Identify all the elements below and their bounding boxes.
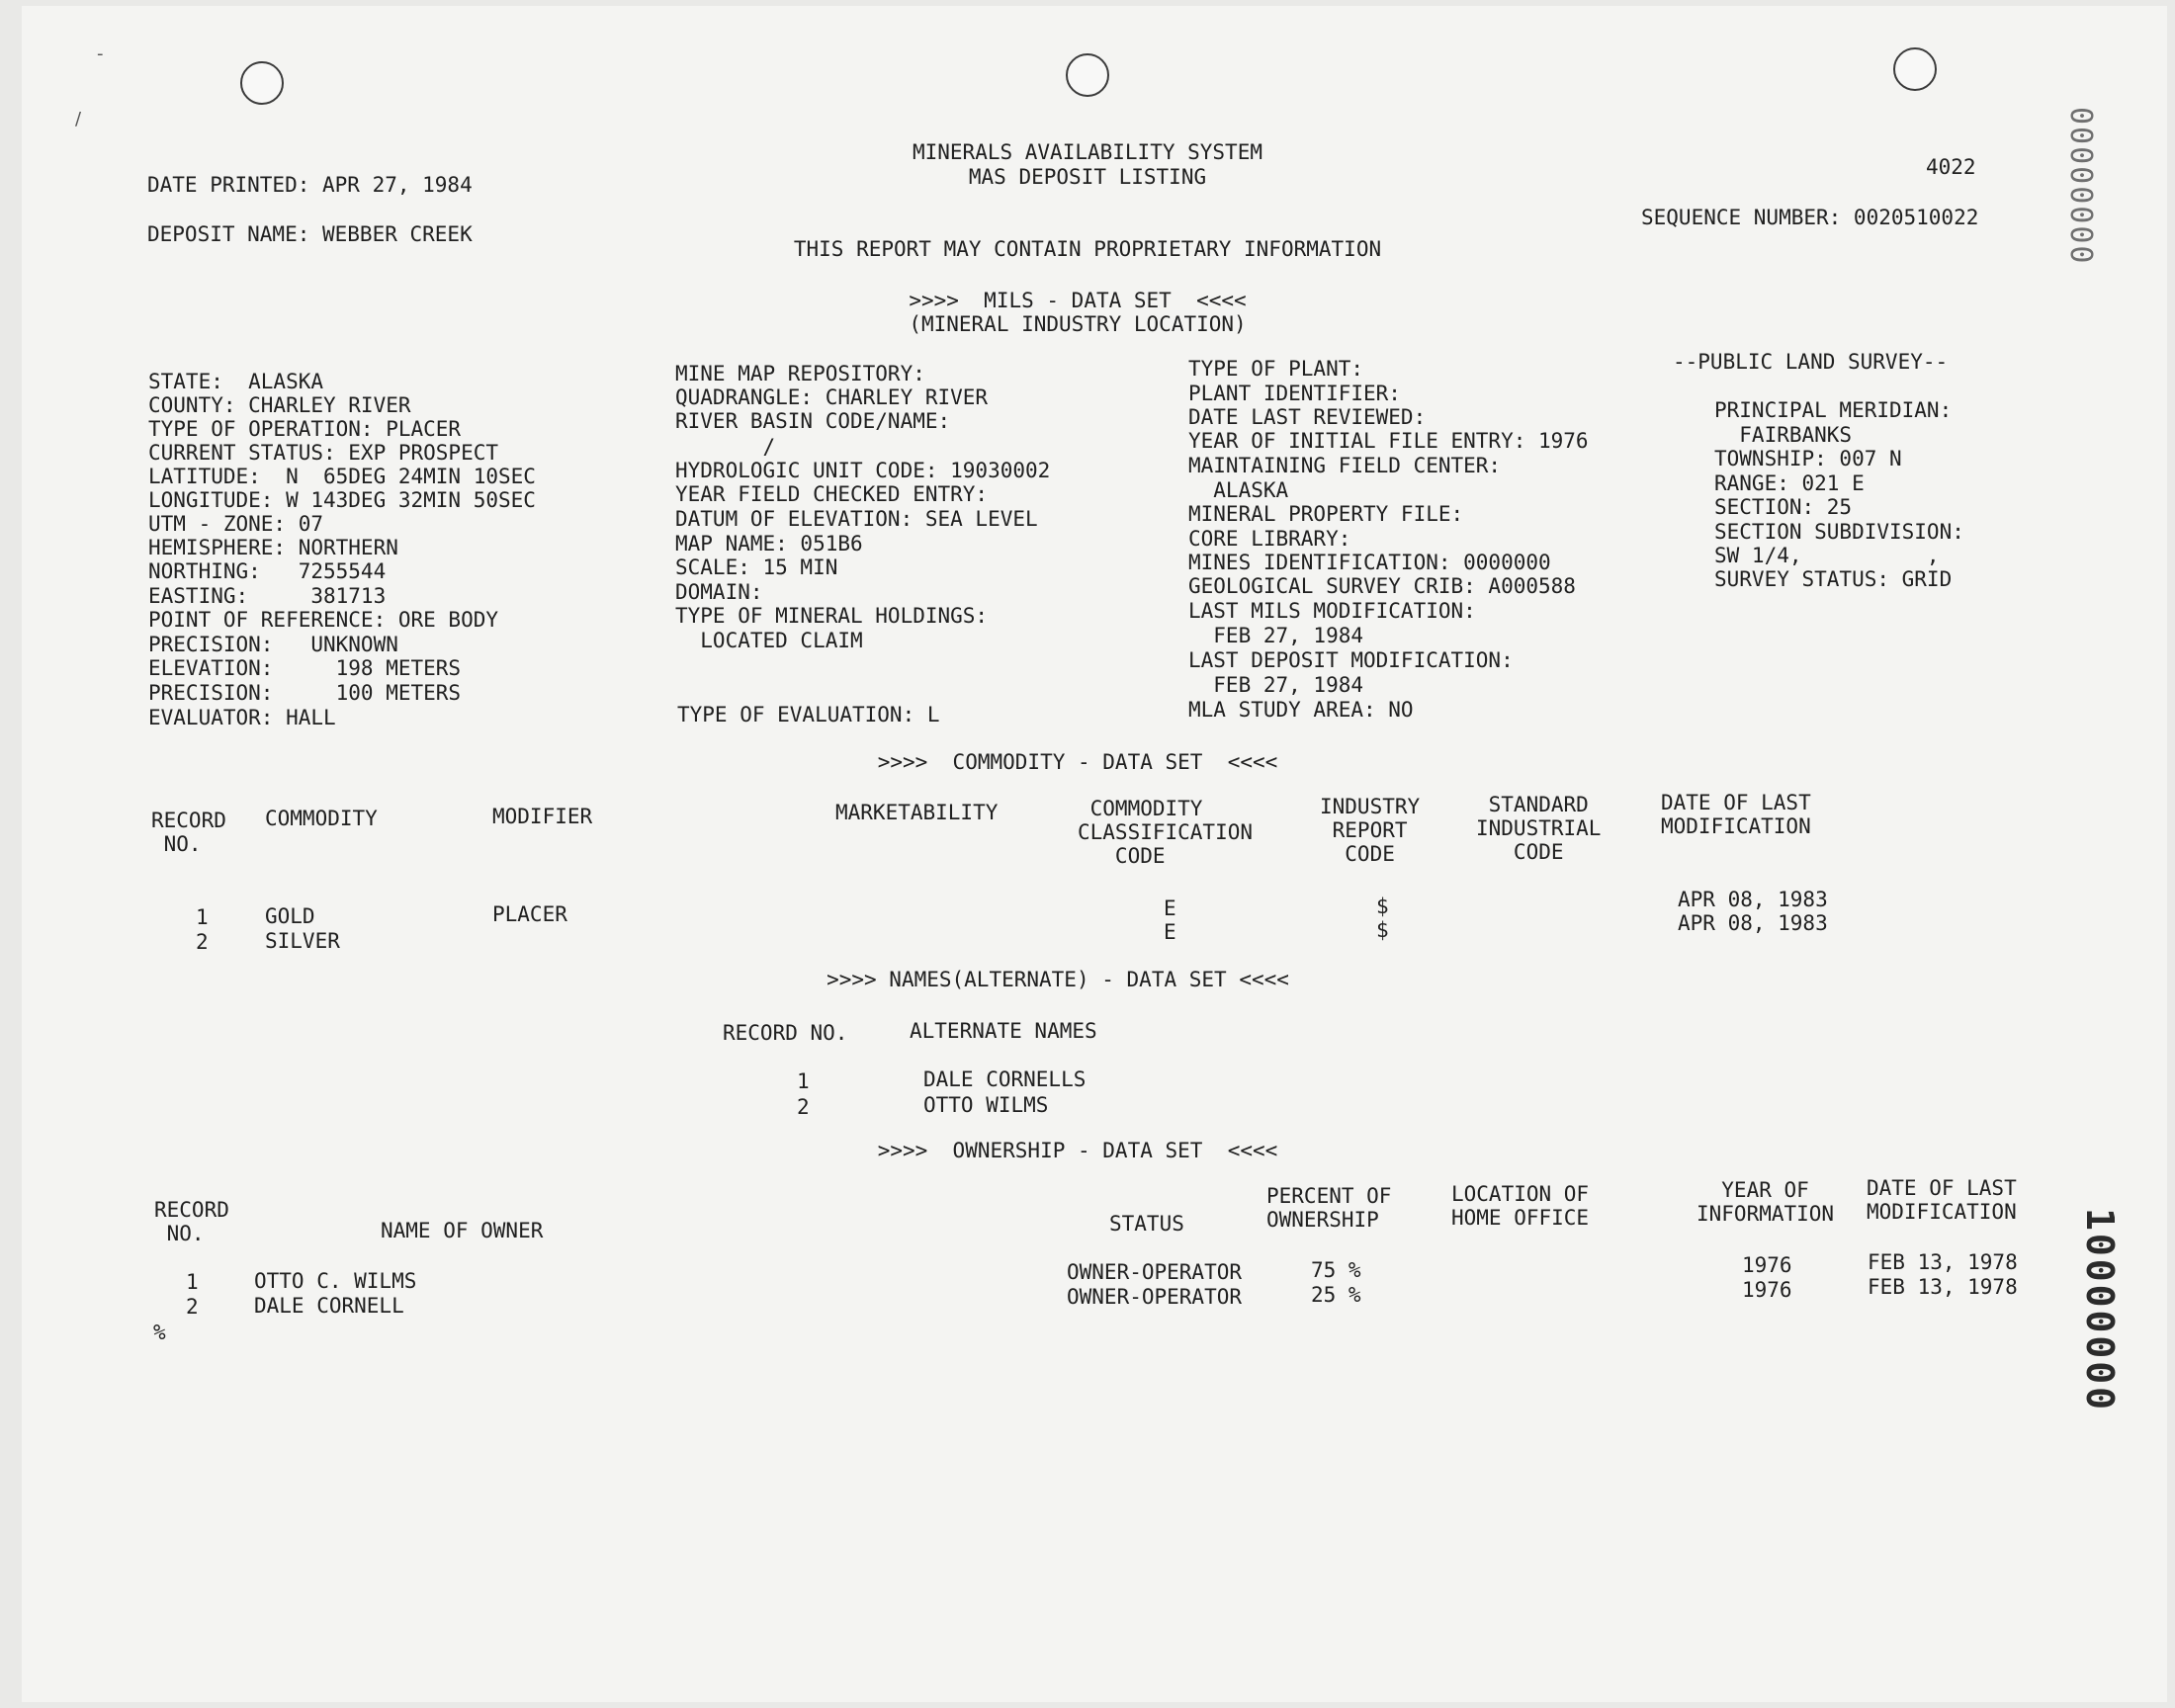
date-printed: DATE PRINTED: APR 27, 1984 xyxy=(147,173,473,197)
survey-field: PRINCIPAL MERIDIAN: xyxy=(1714,398,1953,422)
commodity-row-commodity: GOLD xyxy=(265,904,315,928)
location-field: TYPE OF PLANT: xyxy=(1188,357,1364,381)
location-field: LONGITUDE: W 143DEG 32MIN 50SEC xyxy=(148,488,536,512)
location-field: EASTING: 381713 xyxy=(148,584,387,608)
ownership-header-record: RECORD NO. xyxy=(154,1198,229,1245)
location-field: POINT OF REFERENCE: ORE BODY xyxy=(148,608,499,632)
commodity-row-modifier: PLACER xyxy=(492,902,567,926)
ownership-header-owner: NAME OF OWNER xyxy=(381,1219,544,1242)
names-row-record: 1 xyxy=(797,1069,810,1093)
location-field: MAP NAME: 051B6 xyxy=(675,532,863,555)
commodity-header-classification: COMMODITY CLASSIFICATION CODE xyxy=(1078,797,1254,868)
binder-hole-center xyxy=(1066,53,1109,97)
location-field: FEB 27, 1984 xyxy=(1188,673,1364,697)
commodity-row-classification: E xyxy=(1164,920,1176,944)
binder-hole-right xyxy=(1893,47,1937,91)
ownership-heading: >>>> OWNERSHIP - DATA SET <<<< xyxy=(877,1139,1278,1162)
location-field: DATE LAST REVIEWED: xyxy=(1188,405,1427,429)
location-field: ELEVATION: 198 METERS xyxy=(148,656,462,680)
commodity-header-marketability: MARKETABILITY xyxy=(835,801,999,824)
type-of-evaluation: TYPE OF EVALUATION: L xyxy=(677,703,940,726)
mils-heading: >>>> MILS - DATA SET <<<< xyxy=(909,289,1247,312)
survey-field: TOWNSHIP: 007 N xyxy=(1714,447,1902,470)
ownership-header-year: YEAR OF INFORMATION xyxy=(1696,1178,1835,1226)
ownership-row-status: OWNER-OPERATOR xyxy=(1067,1285,1243,1309)
ownership-row-percent: 25 % xyxy=(1311,1283,1361,1307)
commodity-header-sic: STANDARD INDUSTRIAL CODE xyxy=(1476,793,1602,864)
commodity-row-record: 1 xyxy=(196,905,209,929)
location-field: PRECISION: UNKNOWN xyxy=(148,633,398,656)
ownership-row-date: FEB 13, 1978 xyxy=(1868,1250,2018,1274)
location-field: MINE MAP REPOSITORY: xyxy=(675,362,925,385)
location-field: MINERAL PROPERTY FILE: xyxy=(1188,502,1464,526)
location-field: CURRENT STATUS: EXP PROSPECT xyxy=(148,441,499,465)
percent-mark: % xyxy=(153,1321,166,1344)
vertical-stamp-bottom: 10000000 xyxy=(2078,1208,2122,1413)
location-field: MLA STUDY AREA: NO xyxy=(1188,698,1414,722)
location-field: LOCATED CLAIM xyxy=(675,629,863,652)
location-field: STATE: ALASKA xyxy=(148,370,324,393)
survey-field: RANGE: 021 E xyxy=(1714,471,1865,495)
public-land-survey-heading: --PUBLIC LAND SURVEY-- xyxy=(1673,350,1949,374)
ownership-header-status: STATUS xyxy=(1109,1212,1184,1236)
location-field: MAINTAINING FIELD CENTER: xyxy=(1188,454,1502,477)
location-field: YEAR FIELD CHECKED ENTRY: xyxy=(675,482,989,506)
commodity-row-classification: E xyxy=(1164,897,1176,920)
location-field: YEAR OF INITIAL FILE ENTRY: 1976 xyxy=(1188,429,1589,453)
commodity-header-date: DATE OF LAST MODIFICATION xyxy=(1661,791,1811,838)
location-field: LAST DEPOSIT MODIFICATION: xyxy=(1188,648,1514,672)
sequence-number: SEQUENCE NUMBER: 0020510022 xyxy=(1641,206,1979,229)
location-field: EVALUATOR: HALL xyxy=(148,706,336,729)
commodity-header-industry: INDUSTRY REPORT CODE xyxy=(1320,795,1421,866)
proprietary-notice: THIS REPORT MAY CONTAIN PROPRIETARY INFORMATION xyxy=(793,237,1382,261)
location-field: UTM - ZONE: 07 xyxy=(148,512,324,536)
names-header-alternate: ALTERNATE NAMES xyxy=(910,1019,1097,1043)
location-field: PLANT IDENTIFIER: xyxy=(1188,382,1401,405)
mils-subheading: (MINERAL INDUSTRY LOCATION) xyxy=(909,312,1247,336)
names-row-record: 2 xyxy=(797,1095,810,1119)
commodity-row-industry: $ xyxy=(1376,895,1389,918)
ownership-row-owner: DALE CORNELL xyxy=(254,1294,404,1318)
ownership-row-percent: 75 % xyxy=(1311,1258,1361,1282)
report-subtitle: MAS DEPOSIT LISTING xyxy=(968,165,1207,189)
names-row-name: DALE CORNELLS xyxy=(923,1068,1087,1091)
commodity-row-date: APR 08, 1983 xyxy=(1678,911,1828,935)
location-field: TYPE OF OPERATION: PLACER xyxy=(148,417,462,441)
commodity-header-record: RECORD NO. xyxy=(151,809,226,856)
commodity-header-modifier: MODIFIER xyxy=(492,805,593,828)
ownership-row-owner: OTTO C. WILMS xyxy=(254,1269,417,1293)
location-field: LATITUDE: N 65DEG 24MIN 10SEC xyxy=(148,465,536,488)
survey-field: SW 1/4, , xyxy=(1714,544,1940,567)
location-field: FEB 27, 1984 xyxy=(1188,624,1364,647)
location-field: QUADRANGLE: CHARLEY RIVER xyxy=(675,385,989,409)
commodity-row-industry: $ xyxy=(1376,918,1389,942)
ownership-header-location: LOCATION OF HOME OFFICE xyxy=(1451,1182,1590,1230)
location-field: SCALE: 15 MIN xyxy=(675,555,838,579)
commodity-row-date: APR 08, 1983 xyxy=(1678,888,1828,911)
vertical-stamp-top: 00000000 xyxy=(2063,107,2098,266)
ownership-row-record: 2 xyxy=(186,1295,199,1319)
location-field: LAST MILS MODIFICATION: xyxy=(1188,599,1476,623)
names-heading: >>>> NAMES(ALTERNATE) - DATA SET <<<< xyxy=(826,968,1289,991)
commodity-row-commodity: SILVER xyxy=(265,929,340,953)
report-title: MINERALS AVAILABILITY SYSTEM xyxy=(912,140,1262,164)
location-field: MINES IDENTIFICATION: 0000000 xyxy=(1188,551,1551,574)
scan-mark: / xyxy=(75,109,82,129)
location-field: GEOLOGICAL SURVEY CRIB: A000588 xyxy=(1188,574,1576,598)
location-field: PRECISION: 100 METERS xyxy=(148,681,462,705)
survey-field: SECTION: 25 xyxy=(1714,495,1853,519)
location-field: DATUM OF ELEVATION: SEA LEVEL xyxy=(675,507,1038,531)
deposit-name: DEPOSIT NAME: WEBBER CREEK xyxy=(147,222,473,246)
survey-field: FAIRBANKS xyxy=(1714,423,1853,447)
location-field: CORE LIBRARY: xyxy=(1188,527,1351,551)
survey-field: SECTION SUBDIVISION: xyxy=(1714,520,1964,544)
location-field: NORTHING: 7255544 xyxy=(148,559,387,583)
location-field: HEMISPHERE: NORTHERN xyxy=(148,536,398,559)
binder-hole-left xyxy=(240,61,284,105)
location-field: DOMAIN: xyxy=(675,580,763,604)
ownership-row-record: 1 xyxy=(186,1270,199,1294)
names-header-record: RECORD NO. xyxy=(723,1021,848,1045)
commodity-header-commodity: COMMODITY xyxy=(265,807,378,830)
location-field: TYPE OF MINERAL HOLDINGS: xyxy=(675,604,989,628)
page-number: 4022 xyxy=(1926,155,1976,179)
location-field: ALASKA xyxy=(1188,478,1289,502)
location-field: COUNTY: CHARLEY RIVER xyxy=(148,393,411,417)
ownership-header-date: DATE OF LAST MODIFICATION xyxy=(1867,1176,2017,1224)
commodity-row-record: 2 xyxy=(196,930,209,954)
survey-field: SURVEY STATUS: GRID xyxy=(1714,567,1953,591)
ownership-row-year: 1976 xyxy=(1742,1253,1792,1277)
ownership-header-percent: PERCENT OF OWNERSHIP xyxy=(1266,1184,1392,1232)
location-field: / xyxy=(675,435,776,459)
names-row-name: OTTO WILMS xyxy=(923,1093,1049,1117)
ownership-row-date: FEB 13, 1978 xyxy=(1868,1275,2018,1299)
location-field: HYDROLOGIC UNIT CODE: 19030002 xyxy=(675,459,1051,482)
ownership-row-year: 1976 xyxy=(1742,1278,1792,1302)
commodity-heading: >>>> COMMODITY - DATA SET <<<< xyxy=(877,750,1278,774)
location-field: RIVER BASIN CODE/NAME: xyxy=(675,409,951,433)
ownership-row-status: OWNER-OPERATOR xyxy=(1067,1260,1243,1284)
scan-mark: - xyxy=(97,43,104,64)
